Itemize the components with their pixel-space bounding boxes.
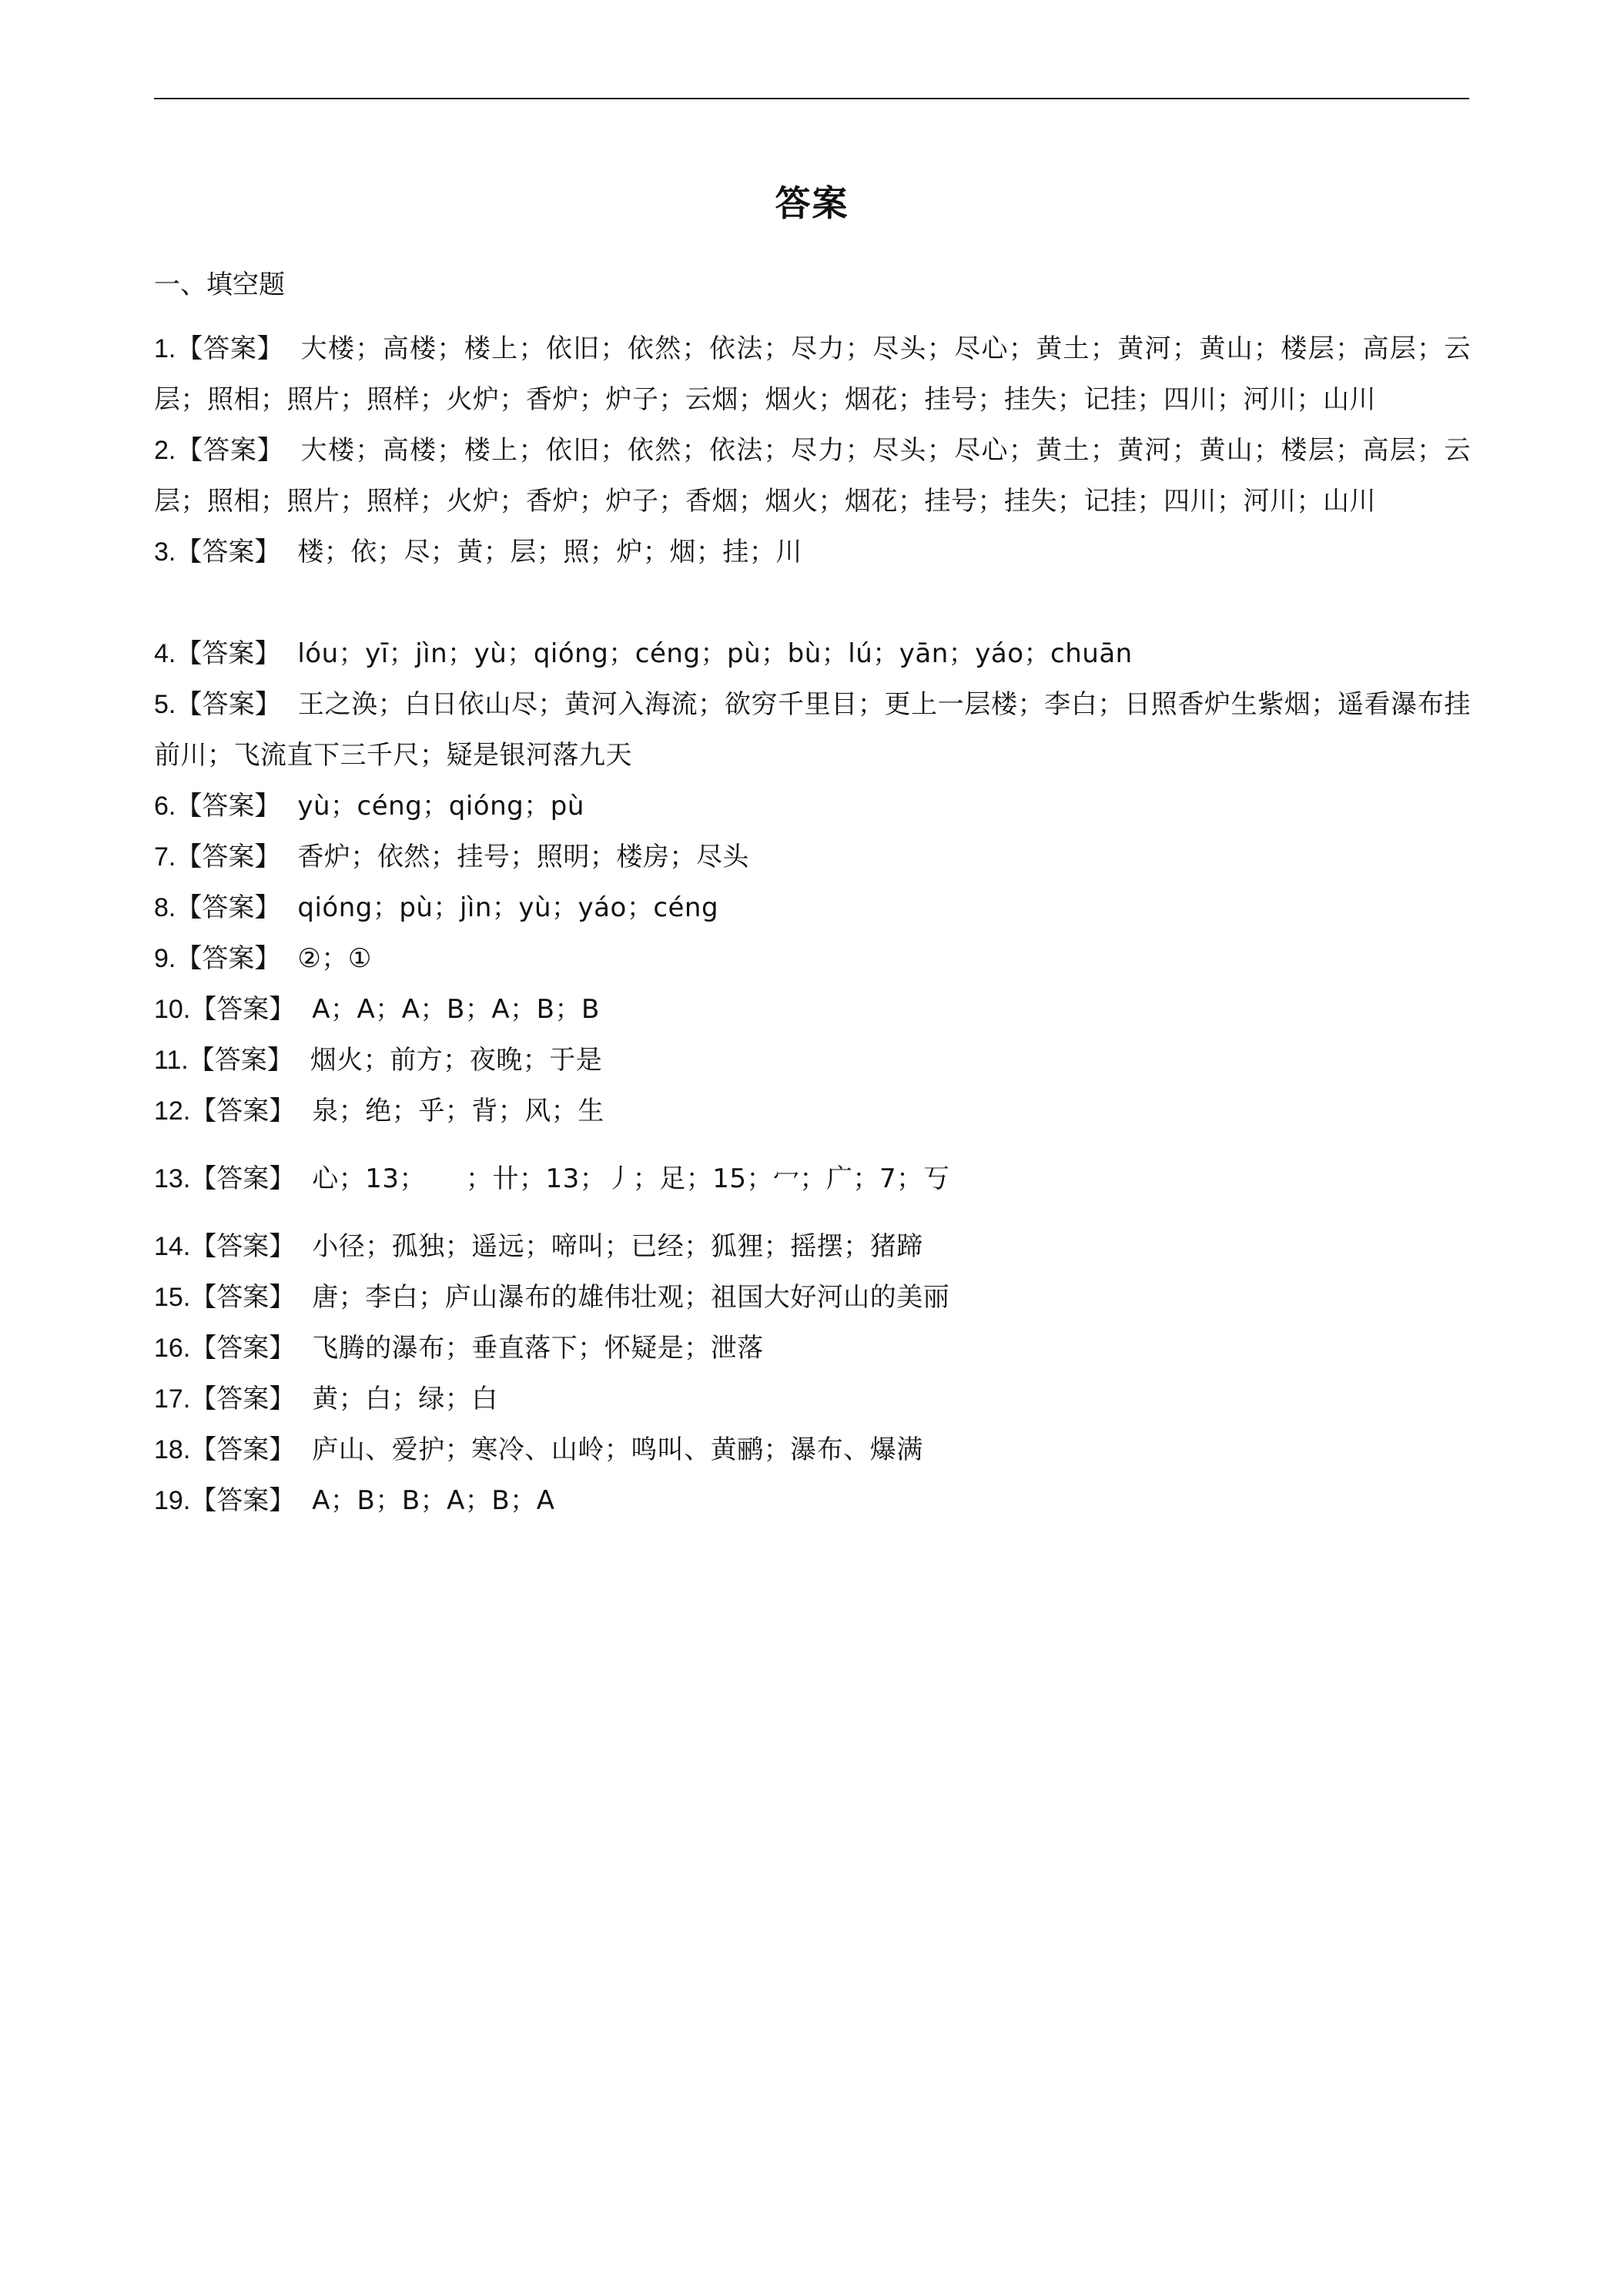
answer-item-15 (154, 1272, 1471, 1323)
answer-number: 18. (154, 1435, 191, 1464)
answer-item-19 (154, 1475, 1471, 1526)
answer-content: 大楼；高楼；楼上；依旧；依然；依法；尽力；尽头；尽心；黄土；黄河；黄山；楼层；高层；云层；照相；照片；照样；火炉；香炉；炉子；云烟；烟火；烟花；挂号；挂失；记挂；四川；河川；山川 (154, 333, 1472, 415)
answer-tag: 【答案】 (190, 1164, 296, 1193)
answer-tag: 【答案】 (190, 1232, 296, 1261)
answer-tag: 【答案】 (190, 1283, 296, 1312)
page-title: 答案 (775, 182, 849, 224)
answer-number: 2. (154, 436, 176, 465)
answer-content: A；A；A；B；A；B；B (312, 994, 600, 1025)
answer-number: 8. (154, 893, 176, 922)
answer-number: 4. (154, 639, 176, 668)
answer-tag: 【答案】 (190, 995, 296, 1024)
answer-item-2 (154, 425, 1471, 527)
answer-content: yù；céng；qióng；pù (297, 791, 584, 822)
answer-number: 5. (154, 690, 176, 719)
answer-number: 14. (154, 1232, 191, 1261)
answer-tag: 【答案】 (176, 842, 281, 872)
answer-tag: 【答案】 (190, 1435, 296, 1464)
header-rule (154, 98, 1469, 99)
answer-tag: 【答案】 (188, 1046, 293, 1075)
answer-content: ②；① (297, 943, 372, 974)
answer-tag: 【答案】 (176, 690, 281, 719)
answer-item-1 (154, 323, 1471, 425)
answer-item-14 (154, 1221, 1471, 1272)
answer-number: 17. (154, 1384, 191, 1414)
answer-item-13 (154, 1153, 1471, 1204)
answer-number: 15. (154, 1283, 191, 1312)
answer-number: 13. (154, 1164, 191, 1193)
answer-list (154, 323, 1471, 1526)
answer-number: 16. (154, 1334, 191, 1363)
section-heading: 一、填空题 (154, 269, 285, 300)
answer-number: 10. (154, 995, 191, 1024)
answer-content: lóu；yī；jìn；yù；qióng；céng；pù；bù；lú；yān；yáo；chuān (297, 638, 1133, 669)
answer-tag: 【答案】 (190, 1384, 296, 1414)
answer-item-4 (154, 628, 1471, 679)
answer-item-17 (154, 1374, 1471, 1424)
answer-item-7 (154, 832, 1471, 882)
answer-item-8 (154, 882, 1471, 933)
answer-number: 6. (154, 792, 176, 821)
answer-item-6 (154, 781, 1471, 832)
answer-content: 香炉；依然；挂号；照明；楼房；尽头 (297, 842, 749, 872)
answer-content: 王之涣；白日依山尽；黄河入海流；欲穷千里目；更上一层楼；李白；日照香炉生紫烟；遥看瀑布挂前川；飞流直下三千尺；疑是银河落九天 (154, 689, 1472, 771)
answer-number: 9. (154, 944, 176, 973)
answer-tag: 【答案】 (190, 1486, 296, 1515)
answer-content: A；B；B；A；B；A (312, 1485, 555, 1516)
answer-content: 泉；绝；乎；背；风；生 (312, 1096, 604, 1126)
answer-tag: 【答案】 (176, 639, 281, 668)
answer-item-18 (154, 1424, 1471, 1475)
answer-content: qióng；pù；jìn；yù；yáo；céng (297, 892, 719, 923)
answer-tag: 【答案】 (176, 436, 284, 465)
answer-content: 心；13； ；卄；13；丿；足；15；冖；广；7；丂 (312, 1163, 950, 1194)
answer-tag: 【答案】 (176, 334, 284, 363)
answer-number: 3. (154, 537, 176, 567)
answer-content: 小径；孤独；遥远；啼叫；已经；狐狸；摇摆；猪蹄 (312, 1231, 923, 1262)
answer-content: 楼；依；尽；黄；层；照；炉；烟；挂；川 (297, 537, 802, 567)
answer-content: 黄；白；绿；白 (312, 1384, 498, 1414)
answer-content: 烟火；前方；夜晚；于是 (310, 1045, 603, 1076)
answer-content: 庐山、爱护；寒冷、山岭；鸣叫、黄鹂；瀑布、爆满 (312, 1434, 923, 1465)
answer-number: 12. (154, 1096, 191, 1126)
answer-tag: 【答案】 (176, 944, 281, 973)
answer-item-9 (154, 933, 1471, 984)
answer-number: 7. (154, 842, 176, 872)
answer-number: 19. (154, 1486, 191, 1515)
answer-tag: 【答案】 (176, 792, 281, 821)
answer-item-11 (154, 1035, 1471, 1086)
answer-tag: 【答案】 (176, 893, 281, 922)
answer-tag: 【答案】 (176, 537, 281, 567)
answer-item-12 (154, 1086, 1471, 1136)
answer-content: 大楼；高楼；楼上；依旧；依然；依法；尽力；尽头；尽心；黄土；黄河；黄山；楼层；高层；云层；照相；照片；照样；火炉；香炉；炉子；香烟；烟火；烟花；挂号；挂失；记挂；四川；河川；山川 (154, 435, 1472, 517)
answer-number: 11. (154, 1046, 189, 1075)
answer-item-3 (154, 527, 1471, 577)
answer-item-10 (154, 984, 1471, 1035)
answer-tag: 【答案】 (190, 1334, 296, 1363)
answer-item-16 (154, 1323, 1471, 1374)
answer-number: 1. (154, 334, 176, 363)
answer-item-5 (154, 679, 1471, 781)
answer-content: 飞腾的瀑布；垂直落下；怀疑是；泄落 (312, 1333, 764, 1364)
answer-tag: 【答案】 (190, 1096, 296, 1126)
answer-content: 唐；李白；庐山瀑布的雄伟壮观；祖国大好河山的美丽 (312, 1282, 950, 1313)
